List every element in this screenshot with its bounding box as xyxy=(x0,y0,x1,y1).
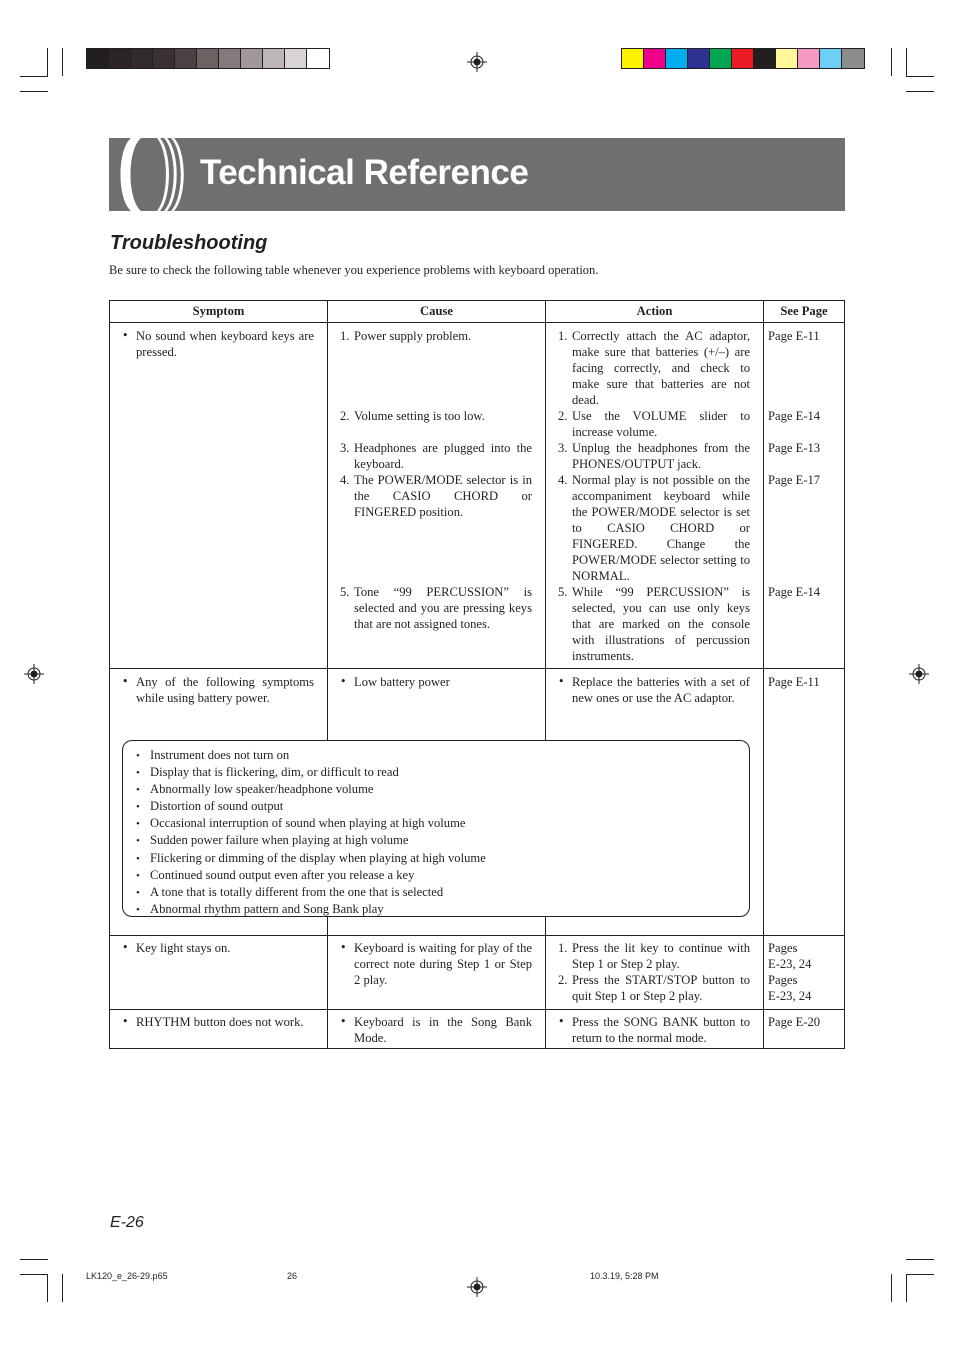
table-border xyxy=(109,668,845,669)
bullet: • xyxy=(136,767,140,780)
cause-number: 4. xyxy=(340,473,350,487)
battery-symptoms-box xyxy=(122,740,750,917)
color-swatch xyxy=(219,49,241,68)
action-text: While “99 PERCUSSION” is selected, you can use only keys that are marked on the console with illustrations of percussion instruments. xyxy=(572,585,750,663)
battery-symptom-item xyxy=(136,867,486,884)
color-swatch xyxy=(820,49,842,68)
registration-mark-icon xyxy=(467,1277,487,1297)
cause-low-battery: Low battery power xyxy=(354,675,450,689)
bullet: • xyxy=(136,903,140,916)
table-border xyxy=(545,917,546,1049)
color-swatch xyxy=(644,49,666,68)
cause-number: 2. xyxy=(340,409,350,423)
action-number: 5. xyxy=(558,585,568,599)
cause-song-bank-mode: Keyboard is in the Song Bank Mode. xyxy=(354,1015,532,1045)
section-title: Troubleshooting xyxy=(110,232,268,254)
column-header-cause: Cause xyxy=(420,304,453,318)
action-number: 2. xyxy=(558,409,568,423)
bracket-decoration-icon xyxy=(109,138,184,211)
see-page: Page E-14 xyxy=(768,409,821,423)
cause-number: 5. xyxy=(340,585,350,599)
color-swatch xyxy=(776,49,798,68)
action-text: Press the lit key to continue with Step 1 or Step 2 play. xyxy=(572,941,750,971)
table-border xyxy=(545,300,546,740)
column-header-action: Action xyxy=(636,304,673,318)
battery-symptom-item xyxy=(136,815,486,832)
color-swatch xyxy=(197,49,219,68)
action-number: 1. xyxy=(558,941,568,955)
cause-text: Tone “99 PERCUSSION” is selected and you are pressing keys that are not assigned tones. xyxy=(354,585,532,631)
action-text: Use the VOLUME slider to increase volume. xyxy=(572,409,750,439)
battery-symptoms-list xyxy=(136,747,486,918)
crop-mark xyxy=(906,1259,934,1260)
action-text: Press the START/STOP button to quit Step 1 or Step 2 play. xyxy=(572,973,750,1003)
color-swatch xyxy=(263,49,285,68)
action-text: Normal play is not possible on the accompaniment keyboard while the POWER/MODE selector is set to CASIO CHORD or FINGERED. Change the POWER/MODE selector setting to NORMAL. xyxy=(572,473,750,583)
see-page: Pages xyxy=(768,973,798,987)
table-border xyxy=(327,917,328,1049)
bullet: • xyxy=(136,852,140,865)
crop-mark xyxy=(891,1274,892,1302)
color-swatch xyxy=(798,49,820,68)
table-border xyxy=(109,322,845,323)
see-page: E-23, 24 xyxy=(768,989,812,1003)
registration-mark-icon xyxy=(909,664,929,684)
chapter-title: Technical Reference xyxy=(200,153,529,192)
battery-symptom-text: Instrument does not turn on xyxy=(150,748,290,762)
action-number: 3. xyxy=(558,441,568,455)
symptom-battery: Any of the following symptoms while using battery power. xyxy=(136,675,314,705)
crop-mark xyxy=(906,48,907,76)
cause-text: Headphones are plugged into the keyboard. xyxy=(354,441,532,471)
crop-mark xyxy=(47,1274,48,1302)
color-swatch xyxy=(732,49,754,68)
footer-date: 10.3.19, 5:28 PM xyxy=(590,1271,659,1281)
bullet: • xyxy=(340,675,347,688)
see-page: Page E-14 xyxy=(768,585,821,599)
color-swatch xyxy=(688,49,710,68)
cause-text: Volume setting is too low. xyxy=(354,409,485,423)
crop-mark xyxy=(20,1274,48,1275)
cause-text: The POWER/MODE selector is in the CASIO CHORD or FINGERED position. xyxy=(354,473,532,519)
column-header-symptom: Symptom xyxy=(192,304,245,318)
battery-symptom-text: Continued sound output even after you release a key xyxy=(150,867,415,882)
color-swatch xyxy=(622,49,644,68)
crop-mark xyxy=(47,48,48,76)
bullet: • xyxy=(122,329,129,342)
bullet: • xyxy=(136,886,140,899)
bullet: • xyxy=(136,784,140,797)
cause-text: Power supply problem. xyxy=(354,329,472,343)
see-page: Page E-17 xyxy=(768,473,821,487)
table-border xyxy=(327,300,328,740)
table-border xyxy=(844,300,845,1049)
action-replace-batteries: Replace the batteries with a set of new ones or use the AC adaptor. xyxy=(572,675,750,705)
battery-symptom-item xyxy=(136,764,486,781)
action-number: 2. xyxy=(558,973,568,987)
battery-symptom-text: Abnormal rhythm pattern and Song Bank play xyxy=(150,901,384,916)
battery-symptom-text: Occasional interruption of sound when playing at high volume xyxy=(150,816,466,831)
registration-mark-icon xyxy=(24,664,44,684)
bullet: • xyxy=(136,835,140,848)
color-swatch xyxy=(131,49,153,68)
crop-mark xyxy=(891,48,892,76)
action-text: Correctly attach the AC adaptor, make sure that batteries (+/–) are facing correctly, and check to make sure that batteries are not dead. xyxy=(572,329,750,407)
battery-symptom-text: Sudden power failure when playing at high volume xyxy=(150,833,409,848)
color-swatch xyxy=(842,49,864,68)
registration-mark-icon xyxy=(467,52,487,72)
battery-symptom-text: Abnormally low speaker/headphone volume xyxy=(150,782,374,797)
crop-mark xyxy=(906,91,934,92)
crop-mark xyxy=(20,91,48,92)
crop-mark xyxy=(20,1259,48,1260)
battery-symptom-item xyxy=(136,781,486,798)
battery-symptom-item xyxy=(136,747,486,764)
process-color-bar xyxy=(621,48,865,69)
see-page: Pages xyxy=(768,941,798,955)
table-border xyxy=(109,1048,845,1049)
color-swatch xyxy=(285,49,307,68)
page-number: E-26 xyxy=(110,1214,144,1231)
bullet: • xyxy=(136,818,140,831)
table-border xyxy=(763,300,764,1049)
action-number: 1. xyxy=(558,329,568,343)
bullet: • xyxy=(136,750,140,762)
crop-mark xyxy=(906,1274,934,1275)
cause-waiting-note: Keyboard is waiting for play of the correct note during Step 1 or Step 2 play. xyxy=(354,941,532,987)
intro-text: Be sure to check the following table whenever you experience problems with keyboard operation. xyxy=(109,263,599,277)
color-swatch xyxy=(666,49,688,68)
crop-mark xyxy=(906,76,934,77)
color-swatch xyxy=(87,49,109,68)
battery-symptom-text: Flickering or dimming of the display when playing at high volume xyxy=(150,850,486,865)
see-page: E-23, 24 xyxy=(768,957,812,971)
bullet: • xyxy=(136,869,140,882)
grayscale-color-bar xyxy=(86,48,330,69)
table-border xyxy=(109,935,845,936)
bullet: • xyxy=(122,941,129,954)
color-swatch xyxy=(109,49,131,68)
action-song-bank: Press the SONG BANK button to return to the normal mode. xyxy=(572,1015,750,1045)
battery-symptom-item xyxy=(136,884,486,901)
battery-symptom-item xyxy=(136,850,486,867)
color-swatch xyxy=(175,49,197,68)
action-text: Unplug the headphones from the PHONES/OUTPUT jack. xyxy=(572,441,750,471)
symptom-rhythm-button: RHYTHM button does not work. xyxy=(136,1015,304,1029)
bullet: • xyxy=(340,941,347,954)
battery-symptom-item xyxy=(136,798,486,815)
crop-mark xyxy=(62,1274,63,1302)
bullet: • xyxy=(122,675,129,688)
table-border xyxy=(109,1009,845,1010)
cause-number: 1. xyxy=(340,329,350,343)
color-swatch xyxy=(754,49,776,68)
color-swatch xyxy=(710,49,732,68)
bullet: • xyxy=(558,1015,565,1028)
crop-mark xyxy=(62,48,63,76)
table-border xyxy=(109,300,845,301)
color-swatch xyxy=(241,49,263,68)
crop-mark xyxy=(906,1274,907,1302)
bullet: • xyxy=(136,801,140,814)
see-page: Page E-11 xyxy=(768,329,820,343)
crop-mark xyxy=(20,76,48,77)
battery-symptom-item xyxy=(136,901,486,918)
symptom-key-light: Key light stays on. xyxy=(136,941,231,955)
cause-number: 3. xyxy=(340,441,350,455)
bullet: • xyxy=(340,1015,347,1028)
table-border xyxy=(109,300,110,1049)
see-page: Page E-13 xyxy=(768,441,821,455)
footer-file-name: LK120_e_26-29.p65 xyxy=(86,1271,168,1281)
action-number: 4. xyxy=(558,473,568,487)
footer-page: 26 xyxy=(287,1271,298,1281)
see-page: Page E-11 xyxy=(768,675,820,689)
color-swatch xyxy=(153,49,175,68)
bullet: • xyxy=(558,675,565,688)
battery-symptom-text: Display that is flickering, dim, or difficult to read xyxy=(150,765,399,780)
symptom-no-sound: No sound when keyboard keys are pressed. xyxy=(136,329,314,359)
column-header-see-page: See Page xyxy=(780,304,828,318)
see-page: Page E-20 xyxy=(768,1015,821,1029)
battery-symptom-text: A tone that is totally different from the one that is selected xyxy=(150,884,444,899)
battery-symptom-text: Distortion of sound output xyxy=(150,799,284,814)
bullet: • xyxy=(122,1015,129,1028)
color-swatch xyxy=(307,49,329,68)
battery-symptom-item xyxy=(136,832,486,849)
